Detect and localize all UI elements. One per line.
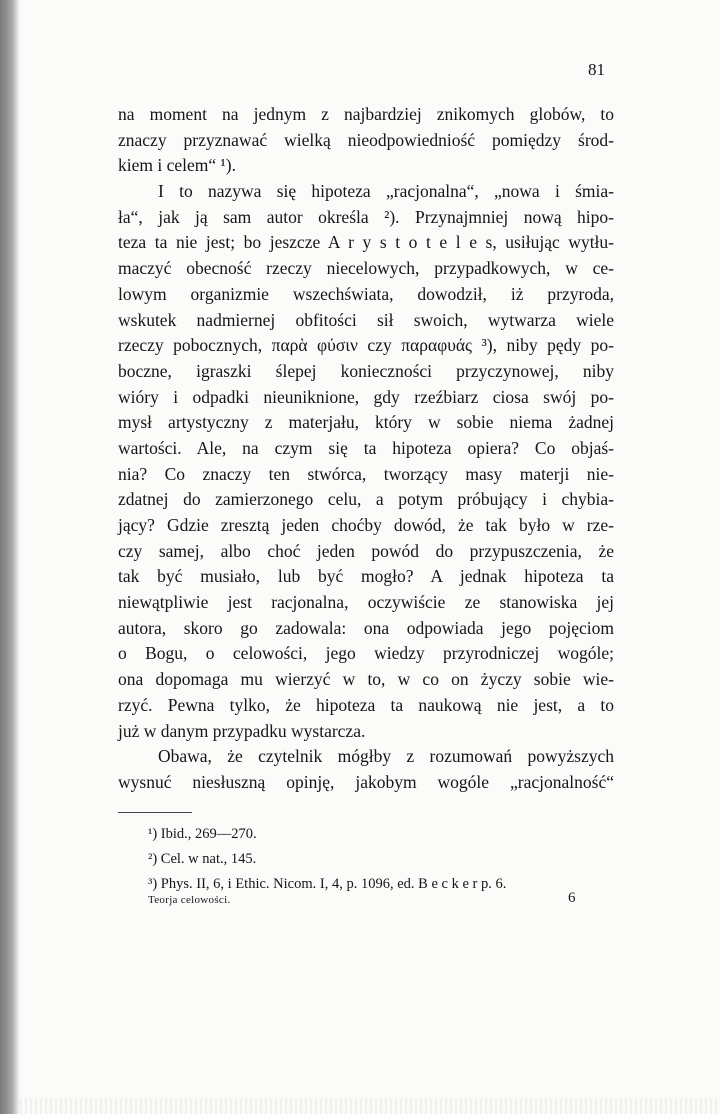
text-line: niewątpliwie jest racjonalna, oczywiście ze stanowiska jej [118,592,614,613]
scan-noise [20,1098,720,1114]
footnotes [148,822,614,897]
text-line: już w danym przypadku wystarcza. [118,720,366,741]
text-line: I to nazywa się hipoteza „racjonalna“, „nowa i śmia- [158,181,614,202]
text-line: wysnuć niesłuszną opinję, jakobym wogóle „racjonalność“ [118,771,614,792]
text-line: lowym organizmie wszechświata, dowodził, iż przyroda, [118,283,614,304]
text-line: na moment na jednym z najbardziej znikomych globów, to [118,104,614,124]
text-line: rzyć. Pewna tylko, że hipoteza ta naukową nie jest, a to [118,694,614,715]
page-number: 81 [588,60,605,79]
footnote-divider [118,812,192,813]
text-line: boczne, igraszki ślepej konieczności przyczynowej, niby [118,360,614,381]
text-line: jący? Gdzie zresztą jeden choćby dowód, że tak było w rze- [118,515,614,535]
footnote: ³) Phys. II, 6, i Ethic. Nicom. I, 4, p. 1096, ed. B e c k e r p. 6. [148,876,507,892]
text-line: o Bogu, o celowości, jego wiedzy przyrodniczej wogóle; [118,643,614,664]
text-line: wskutek nadmiernej obfitości sił swoich, wytwarza wiele [118,309,614,330]
printer-signature: Teorja celowości. [148,894,231,906]
text-line: teza ta nie jest; bo jeszcze A r y s t o t e l e s, usiłując wytłu- [118,232,614,253]
text-line: tak być musiało, lub być mogło? A jednak hipoteza ta [118,566,614,587]
text-line: autora, skoro go zadowala: ona odpowiada jego pojęciom [118,617,614,638]
text-line: znaczy przyznawać wielką nieodpowiedniość pomiędzy środ- [118,129,614,150]
body-text [118,102,614,796]
text-line: ona dopomaga mu wierzyć w to, w co on życzy sobie wie- [118,669,614,690]
text-line: wartości. Ale, na czym się ta hipoteza opiera? Co objaś- [118,437,614,458]
text-line: mysł artystyczny z materjału, który w sobie niema żadnej [118,412,614,433]
text-line: maczyć obecność rzeczy niecelowych, przypadkowych, w ce- [118,258,614,279]
text-line: nia? Co znaczy ten stwórca, tworzący masy materji nie- [118,463,614,484]
text-line: wióry i odpadki nieuniknione, gdy rzeźbiarz ciosa swój po- [118,386,614,407]
text-line: kiem i celem“ ¹). [118,155,236,176]
text-line: czy samej, albo choć jeden powód do przypuszczenia, że [118,540,614,561]
text-line: zdatnej do zamierzonego celu, a potym próbujący i chybia- [118,489,614,510]
text-line: ła“, jak ją sam autor określa ²). Przynajmniej nową hipo- [118,206,614,227]
text-line: rzeczy pobocznych, παρὰ φύσιν czy παραφυάς ³), niby pędy po- [118,335,614,356]
sheet-number: 6 [568,890,576,906]
footnote: ²) Cel. w nat., 145. [148,851,257,867]
book-binding-edge [0,0,20,1114]
text-line: Obawa, że czytelnik mógłby z rozumowań powyższych [158,746,614,767]
footnote: ¹) Ibid., 269—270. [148,826,257,842]
